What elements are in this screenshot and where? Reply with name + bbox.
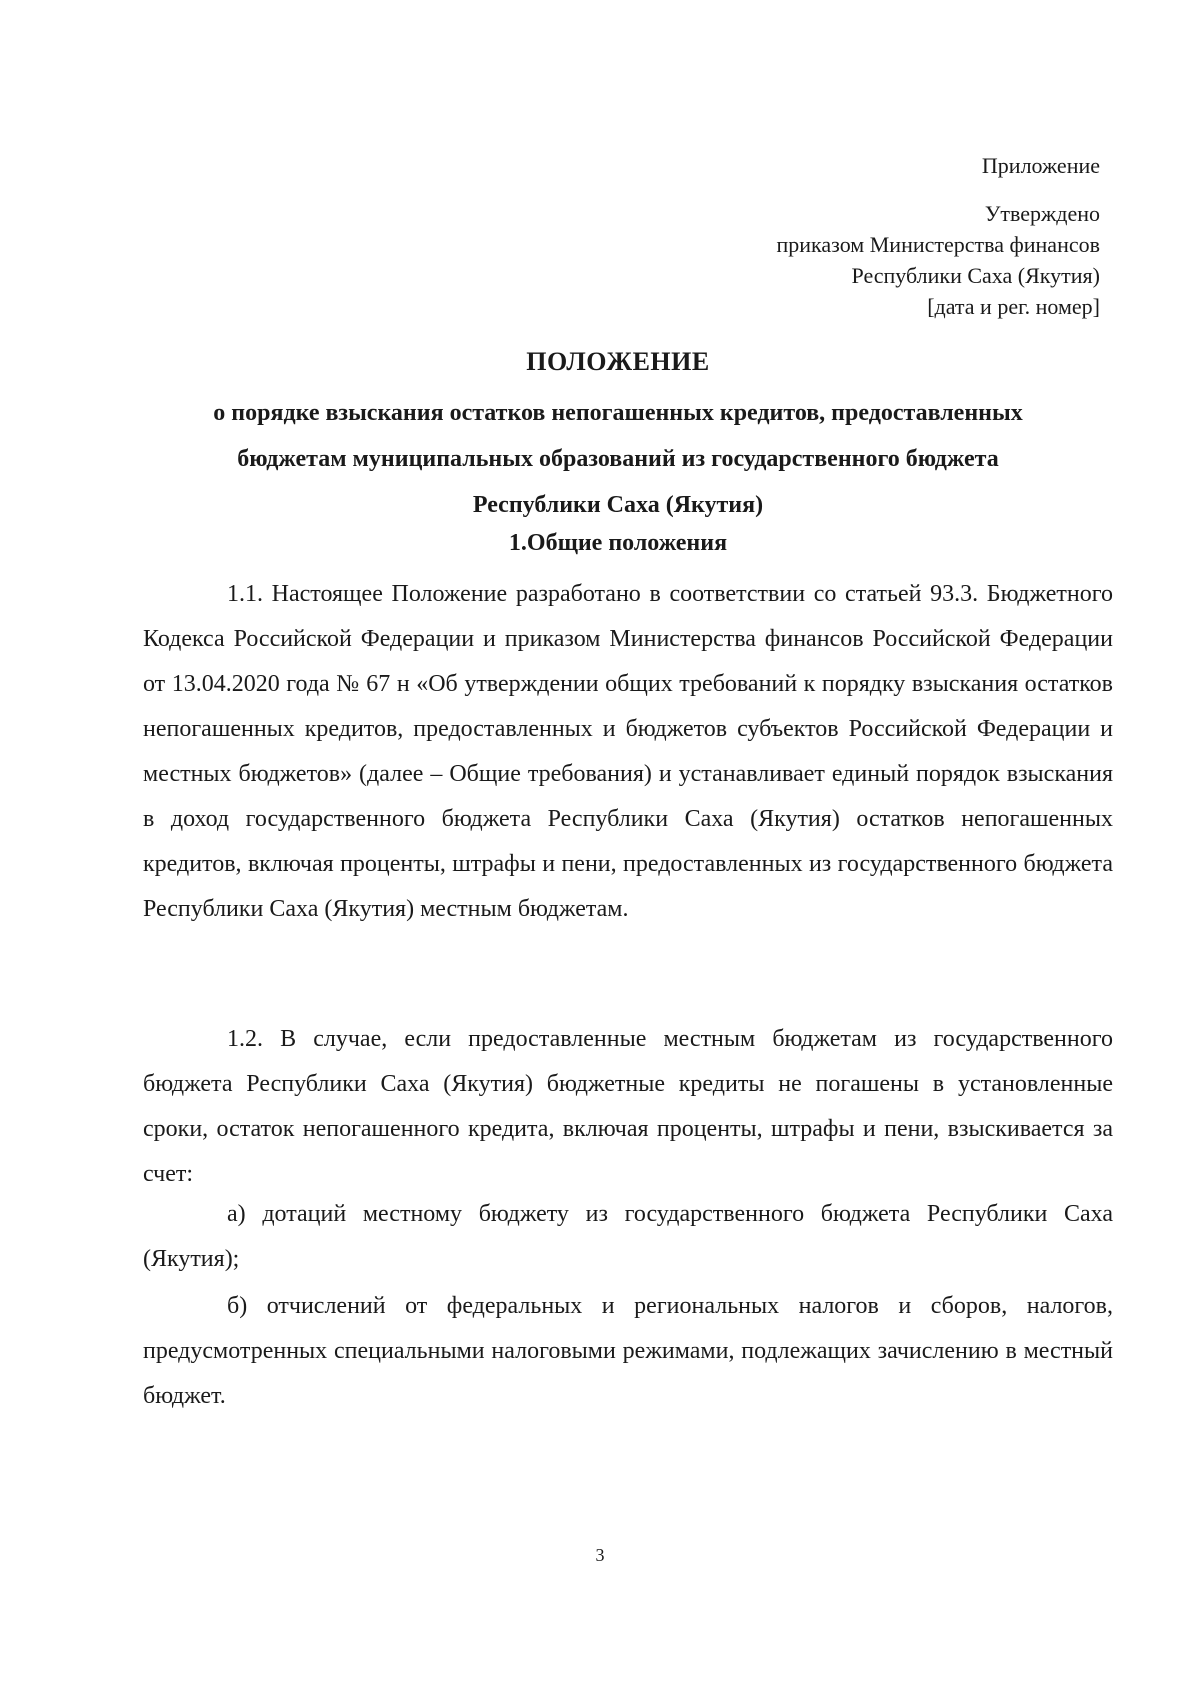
list-item-b [143, 1284, 1113, 1419]
paragraph-1-1 [143, 572, 1113, 932]
attachment-label: Приложение [981, 153, 1100, 178]
document-title: ПОЛОЖЕНИЕ [526, 347, 710, 376]
list-item-a [143, 1192, 1113, 1282]
paragraph-text: 1.1. Настоящее Положение разработано в соответствии со статьей 93.3. Бюджетного Кодекса Российской Федерации и приказом Министерства финансов Российской Федерации от 13.04.2020 года № 67 н «Об утверждении общих требований к порядку взыскания остатков непогашенных кредитов, предоставленных и бюджетов субъектов Российской Федерации и местных бюджетов» (далее – Общие требования) и устанавливает единый порядок взыскания в доход государственного бюджета Республики Саха (Якутия) остатков непогашенных кредитов, включая проценты, штрафы и пени, предоставленных из государственного бюджета Республики Саха (Якутия) местным бюджетам. [143, 581, 1113, 922]
approval-line: [дата и рег. номер] [927, 294, 1100, 319]
subtitle-line: о порядке взыскания остатков непогашенных кредитов, предоставленных [213, 400, 1023, 426]
paragraph-1-2 [143, 1017, 1113, 1197]
approval-line: приказом Министерства финансов [776, 232, 1100, 257]
subtitle-line: бюджетам муниципальных образований из государственного бюджета [237, 446, 999, 472]
section-title: 1.Общие положения [508, 530, 728, 556]
approval-block [777, 198, 1101, 322]
subtitle-line: Республики Саха (Якутия) [472, 492, 764, 518]
document-subtitle [138, 390, 1098, 528]
paragraph-text: б) отчислений от федеральных и региональных налогов и сборов, налогов, предусмотренных специальными налоговыми режимами, подлежащих зачислению в местный бюджет. [143, 1293, 1113, 1409]
approval-line: Утверждено [984, 201, 1100, 226]
paragraph-text: а) дотаций местному бюджету из государственного бюджета Республики Саха (Якутия); [143, 1201, 1113, 1272]
approval-line: Республики Саха (Якутия) [851, 263, 1100, 288]
paragraph-text: 1.2. В случае, если предоставленные местным бюджетам из государственного бюджета Республики Саха (Якутия) бюджетные кредиты не погашены в установленные сроки, остаток непогашенного кредита, включая проценты, штрафы и пени, взыскивается за счет: [143, 1026, 1113, 1187]
page-number: 3 [595, 1545, 605, 1565]
